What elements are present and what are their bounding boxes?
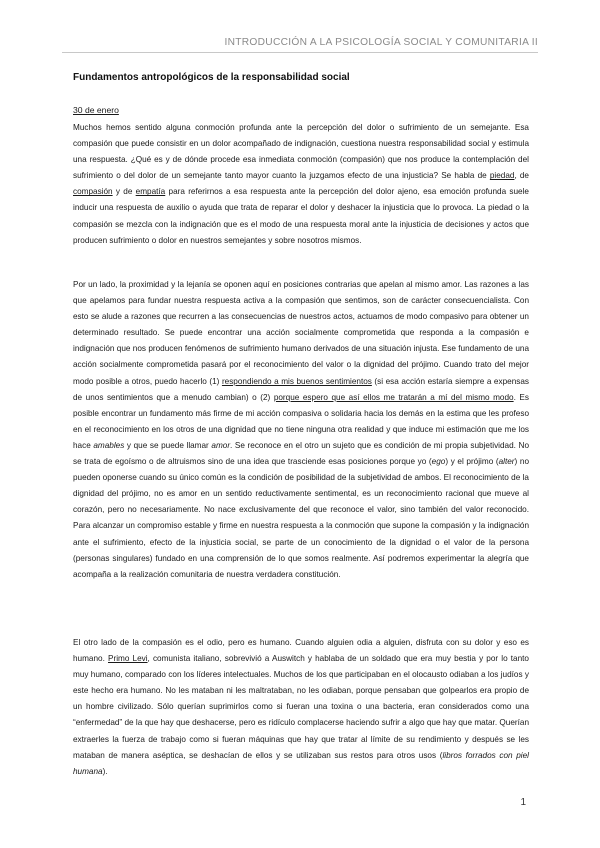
- text-run: ).: [102, 766, 108, 776]
- text-run: El otro lado de la compasión es el odio, pero es humano. Cuando alguien odia a alguien, disfruta con su dolor y eso es humano.: [73, 638, 529, 664]
- text-run: , comunista italiano, sobrevivió a Auswitch y hablaba de un soldado que era muy bestia y por lo tanto muy humano, comparado con los líderes intelectuales. Muchos de los que participaban en el olocausto odiaban a los judíos y este hecho era humano. No les mataban ni les maltrataban, no les odiaban, porque pensaban que golpearlos era propio de un hombre civilizado. Sólo querían suprimirlos como si fueran una toxina o una bacteria, eran considerados como una “enfermedad” de la que hay que deshacerse, pero es ridículo complacerse haciendo sufrir a algo que hay que matar. Querían extraerles la fuerza de trabajo como si fueran máquinas que hay que tratar al límite de su rendimiento y después se les mataban de manera aséptica, se deshacían de ellos y se utilizaban sus restos para otros usos (: [73, 654, 529, 760]
- paragraph-3: [73, 635, 529, 780]
- text-run: (si esa acción estaría siempre a expensas de unos sentimientos que a menudo cambian) o (2): [73, 376, 529, 402]
- text-run: . Se reconoce en el otro un sujeto que es condición de mi propia subjetividad. No se trata de egoísmo o de altruismos sino de una idea que trasciende esas posiciones porque yo (: [73, 440, 529, 467]
- header-divider: [62, 52, 538, 53]
- text-run: y de: [112, 187, 136, 197]
- text-run: ) no pueden oponerse cuando su único común es la condición de posibilidad de la subjetividad de ambos. El reconocimiento de la dignidad del prójimo, no es amor en un sentido reductivamente sentimental, es un reconocimiento racional que mueve al corazón, pero no necesariamente. No nace exclusivamente del que reconoce el valor, sino también del valor reconocido. Para alcanzar un compromiso estable y firme en nuestra respuesta a la conmoción que supone la compasión y la indignación ante el sufrimiento, efecto de la injusticia social, se parte de un conocimiento de la dignidad o el valor de la persona (personas singulares) fundado en una comprensión de lo que somos realmente. Así podremos experimentar la alegría que acompaña a la realización comunitaria de nuestra verdadera constitución.: [73, 457, 530, 579]
- paragraph-2: [73, 277, 529, 583]
- underlined-text: respondiendo a mis buenos sentimientos: [221, 376, 372, 386]
- underlined-text: piedad: [489, 171, 515, 181]
- text-run: y que se puede llamar: [124, 440, 212, 450]
- text-run: Por un lado, la proximidad y la lejanía se oponen aquí en posiciones contrarias que apelan al mismo amor. Las razones a las que apelamos para fundar nuestra respuesta activa a la compasión que sentimos, son de carácter consecuencialista. Con esto se alude a razones que recurren a las consecuencias de nuestros actos, actuamos de modo compasivo para obtener un determinado resultado. Se puede encontrar una acción socialmente comprometida que responda a la compasión e indignación que nos producen fenómenos de sufrimiento humano derivados de una situación injusta. Ese fundamento de una acción socialmente comprometida pasará por el reconocimiento del valor o la dignidad del prójimo. Cuando trato del mejor modo posible a otros, puedo hacerlo (1): [73, 280, 529, 386]
- text-run: Muchos hemos sentido alguna conmoción profunda ante la percepción del dolor o sufrimiento de un semejante. Esa compasión que puede consistir en un dolor acompañado de indignación, cuestiona nuestra responsabilidad social y estimula una respuesta. ¿Qué es y de dónde procede esa inmediata conmoción (compasión) que nos produce la contemplación del sufrimiento o del dolor de un semejante tanto mayor cuanto la juzgamos efecto de una injusticia? Se habla de: [73, 123, 529, 181]
- underlined-text: empatía: [135, 187, 166, 197]
- italic-text: alter: [498, 457, 515, 467]
- underlined-text: compasión: [73, 187, 113, 197]
- text-run: para referirnos a esa respuesta ante la percepción del dolor ajeno, esa emoción profunda suele inducir una respuesta de auxilio o ayuda que trata de reparar el dolor y deshacer la injusticia que lo provoca. La piedad o la compasión se mezcla con la indignación que es el modo de una respuesta moral ante la injusticia de decisiones y actos que producen sufrimiento o dolor en nuestros semejantes y sobre nosotros mismos.: [73, 187, 529, 245]
- entry-date: 30 de enero: [73, 105, 119, 115]
- italic-text: amor: [211, 440, 231, 450]
- document-title: Fundamentos antropológicos de la responsabilidad social: [73, 72, 350, 83]
- text-run: ) y el prójimo (: [445, 457, 499, 467]
- underlined-text: Primo Levi: [108, 654, 148, 664]
- underlined-text: porque espero que así ellos me tratarán a mí del mismo modo: [273, 392, 514, 402]
- italic-text: libros forrados con piel humana: [73, 750, 529, 776]
- text-run: , de: [514, 171, 529, 181]
- running-header: INTRODUCCIÓN A LA PSICOLOGÍA SOCIAL Y COMUNITARIA II: [224, 37, 538, 48]
- italic-text: amables: [93, 440, 125, 450]
- text-run: . Es posible encontrar un fundamento más firme de mi acción compasiva o solidaria hacia los demás en la estima que les profeso en el reconocimiento en los otros de una dignidad que no tiene ninguna otra realidad y que induce mi estimación que me los hace: [73, 392, 529, 450]
- italic-text: ego: [431, 457, 446, 467]
- page-number: 1: [520, 797, 526, 808]
- paragraph-1: [73, 120, 529, 249]
